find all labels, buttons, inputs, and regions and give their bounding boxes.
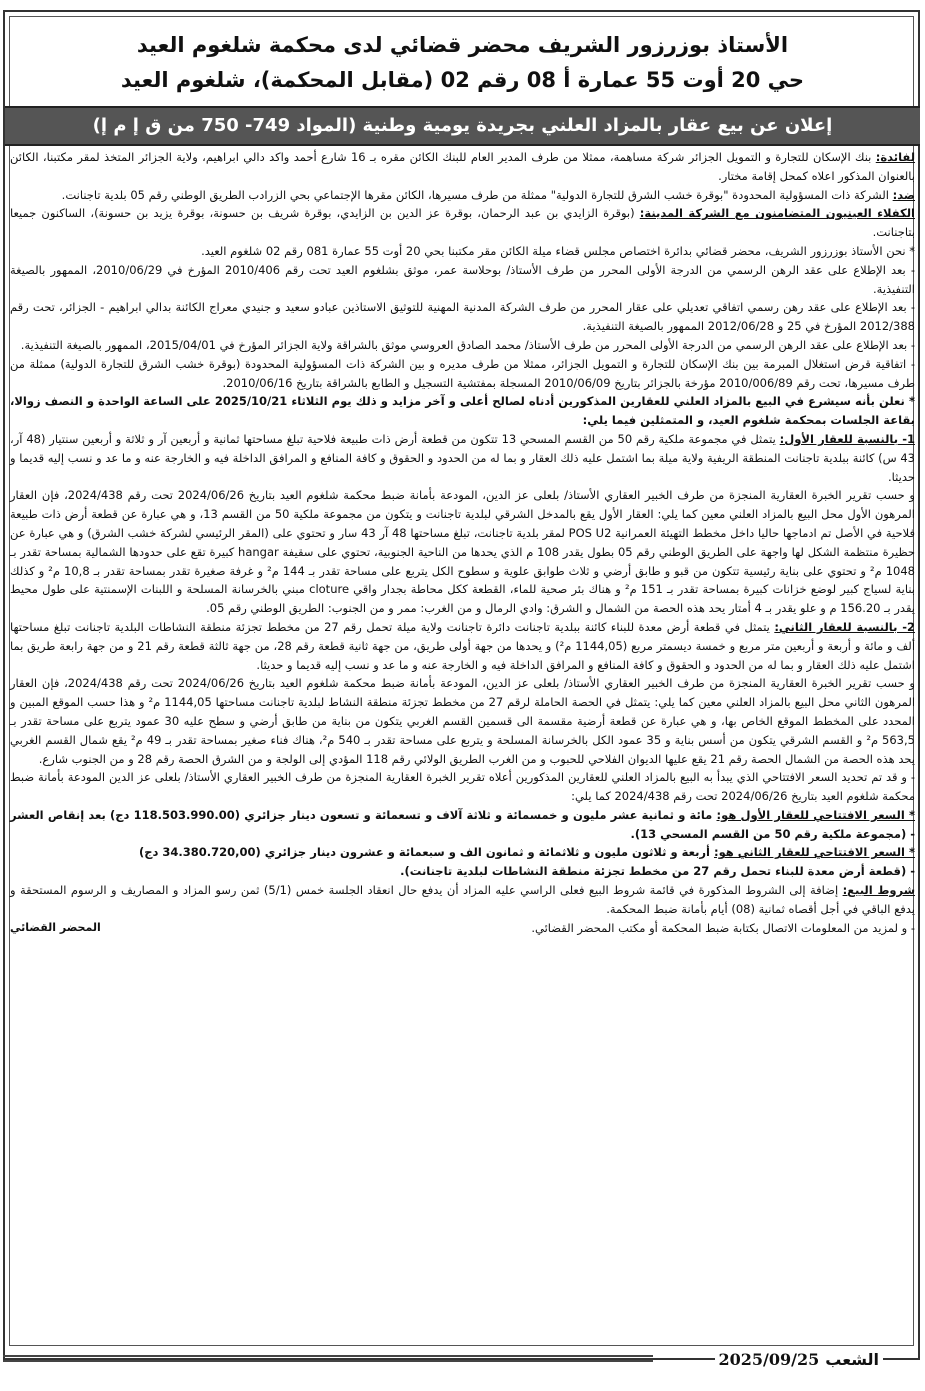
contact-row: [10, 919, 915, 938]
beneficiary-text: بنك الإسكان للتجارة و التمويل الجزائر شركة مساهمة، ممثلا من طرف المدير العام للبنك الكائن مقره بـ 16 شارع أحمد واكد دالي ابراهيم، ولاية الجزائر المتخذ لمقر مكتبنا، الكائن بالعنوان المذكور اعلاه كمحل إقامة مختار.: [10, 150, 915, 183]
bailiff-address-line: حي 20 أوت 55 عمارة أ 08 رقم 02 (مقابل المحكمة)، شلغوم العيد: [120, 68, 805, 92]
property-1-report: و حسب تقرير الخبرة العقارية المنجزة من طرف الخبير العقاري الأستاذ/ بلعلى عز الدين، المودعة بأمانة ضبط محكمة شلغوم العيد بتاريخ 2024/06/26 تحت رقم 2024/438، فإن العقار المرهون الأول محل البيع بالمزاد العلني معين كما يلي: العقار الأول يقع بالمدخل الشرقي لبلدية تاجنانت و يتكون من مجموعة ملكية 50 من القسم 13، و هي عبارة عن قطعة أرض ذات طبيعة فلاحية في الأصل تم ادماجها حاليا داخل مخطط التهيئة العمرانية POS U2 لمقر بلدية تاجنانت، تبلغ مساحتها 48 آر 43 سار و تحتوي على (المقر الرئيسي لشركة خشب الشرق) و هي عبارة عن حظيرة منتظمة الشكل لها واجهة على الطريق الوطني رقم 05 بطول يقدر 108 م الذي يحدها من الناحية الجنوبية، تحتوي على سقيفة hangar كبيرة تقع على حدودها الشمالية بمساحة تقدر بـ 1048 م² و تحتوي على بناية رئيسية تتكون من قبو و طابق أرضي و ثلاث طوابق علوية و سطوح الكل يتربع على مساحة تقدر بـ 144 م² و غرفة صغيرة تقدر بمساحة تقدر بـ 10,8 م² و كذلك بناية لسياج كبير لوضع خزانات كبيرة بمساحة تقدر بـ 151 م² و هناك بئر صحية للماء، القطعة ككل محاطة بجدار واقي cloture مبني بالخرسانة المسلحة و اللبنات الإسمنتية على طول محيط يقدر بـ 156.20 م و علو يقدر بـ 4 أمتار يحد هذه الحصة من الشمال و الشرق: وادي الرمال و من الغرب: ممر و من الجنوب: الطريق الوطني رقم 05.: [10, 488, 916, 616]
property-1-text: يتمثل في مجموعة ملكية رقم 50 من القسم المسحي 13 تتكون من قطعة أرض ذات طبيعة فلاحية تبلغ مساحتها ثمانية و أربعين آر و ثلاثة و أربعين سنتيار (48 آر، 43 س) كائنة ببلدية تاجنانت المنطقة الريفية ولاية ميلة بما اشتمل عليه ذلك العقار و بما له من الحدود و الحقوق و كافة المنافع و المرافق الداخلة فيه و الخارجة عنه و ما عد و نسب إليه قديما و حديثا.: [9, 431, 915, 484]
bailiff-name-line: الأستاذ بوزرزور الشريف محضر قضائي لدى محكمة شلغوم العيد: [136, 33, 789, 57]
footer-rule: [3, 1355, 653, 1362]
loan-agreement: - اتفاقية قرض استغلال المبرمة بين بنك الإسكان للتجارة و التمويل الجزائر، ممثلا من طرف مديره و بين الشركة ذات المسؤولية المحدودة (بوقرة خشب الشرق للتجارة الدولية) ممثلة من طرف مسيرها، تحت رقم 2010/006/89 مؤرخة بالجزائر بتاريخ 2010/06/09 المسجلة بمفتشية التسجيل و الطابع بالشراقة بتاريخ 2010/06/16.: [10, 356, 915, 390]
price-1-label: * السعر الافتتاحي للعقار الأول هو:: [716, 807, 915, 822]
pricing-intro: - و قد تم تحديد السعر الافتتاحي الذي يبدأ به البيع بالمزاد العلني للعقارين المذكورين أعلاه تقرير الخبرة العقارية المنجزة من طرف الخبير العقاري الأستاذ/ بلعلى عز الدين المودعة بأمانة ضبط محكمة شلغوم العيد بتاريخ 2024/06/26 تحت رقم 2024/438 كما يلي:: [10, 770, 915, 804]
notice-header: [0, 28, 925, 98]
property-2-report: و حسب تقرير الخبرة العقارية المنجزة من طرف الخبير العقاري الأستاذ/ بلعلى عز الدين، المودعة بأمانة ضبط محكمة شلغوم العيد بتاريخ 2024/06/26 تحت رقم 2024/438، فإن العقار المرهون الثاني محل البيع بالمزاد العلني معين كما يلي: يتمثل في الحصة الحاملة لرقم 27 من مخطط تجزئة منطقة النشاط لبلدية تاجنانت مساحتها 1144,05 م² و هذا حسب الموقع المبين و المحدد على المخطط الموقع الخاص بها، و هي عبارة عن قطعة أرضية مقسمة الى قسمين القسم الغربي يتكون من بناية من طابق أرضي و سطح عليه 30 عمود يتربع على مساحة تقدر بـ 563,5 م² و القسم الشرقي يتكون من أسس بناية و 35 عمود الكل بالخرسانة المسلحة و يتربع على مساحة تقدر بـ 540 م²، هناك فناء صغير بمساحة تقدر بـ 49 م² يقع شمال القسم الغربي يحد هذه الحصة من الشمال الحصة رقم 21 يقع عليها الديوان الفلاحي للحبوب و من الغرب الطريق الولائي رقم 118 المؤدي إلى الولجة و من الشرق الحصة رقم 28 و من الجنوب شارع.: [10, 676, 916, 766]
property-2-label: 2- بالنسبة للعقار الثاني:: [774, 619, 915, 634]
price-1-paragraph: [10, 806, 915, 844]
mortgage-deed-1: - بعد الإطلاع على عقد الرهن الرسمي من الدرجة الأولى المحرر من طرف الأستاذ/ بوحلاسة عمر، موثق بشلغوم العيد تحت رقم 2010/406 المؤرخ في 2010/06/29، الممهور بالصيغة التنفيذية.: [10, 262, 915, 296]
price-2-label: * السعر الافتتاحي للعقار الثاني هو:: [713, 845, 915, 860]
property-2-text: يتمثل في قطعة أرض معدة للبناء كائنة ببلدية تاجنانت دائرة تاجنانت ولاية ميلة تحمل رقم 27 من مخطط تجزئة منطقة النشاطات البلدية تاجنانت تبلغ مساحتها ألف و مائة و أربعة و أربعين متر مربع و خمسة ديسمتر مربع (1144,05 م²) و يحدها من جهة أولى طريق، من جهة ثانية قطعة رقم 28، من جهة ثالثة قطعة رقم 21 و من جهة رابعة طريق بما اشتمل عليه ذلك العقار و بما له من الحدود و الحقوق و كافة المنافع و المرافق الداخلة فيه و الخارجة عنه و ما عد و نسب إليه قديما و حديثا.: [10, 619, 916, 672]
property-1-label: 1- بالنسبة للعقار الأول:: [779, 431, 915, 446]
newspaper-name: الشعب: [825, 1350, 879, 1369]
mortgage-deed-3: - بعد الإطلاع على عقد الرهن الرسمي من الدرجة الأولى المحرر من طرف الأستاذ/ محمد الصادق العروسي موثق بالشراقة ولاية الجزائر المؤرخ في 2015/04/01، الممهور بالصيغة التنفيذية.: [20, 337, 915, 352]
price-1-text: مائة و ثمانية عشر مليون و خمسمائة و ثلاثة آلاف و تسعمائة و تسعون دينار جزائري (118.503.990.00 دج) بعد إنقاص العشر - (مجموعة ملكية رقم 50 من القسم المسحي 13).: [10, 807, 915, 841]
price-2-note: - (قطعة أرض معدة للبناء تحمل رقم 27 من مخطط تجزئة منطقة النشاطات لبلدية تاجنانت).: [400, 864, 915, 879]
property-2-paragraph: [10, 618, 915, 674]
price-2-paragraph: [10, 843, 915, 862]
against-text: الشركة ذات المسؤولية المحدودة "بوقرة خشب الشرق للتجارة الدولية" ممثلة من طرف مسيرها، الكائن مقرها الإجتماعي بحي الزرادب الطريق الوطني رقم 05 بلدية تاجنانت.: [61, 187, 889, 202]
newspaper-footer: [715, 1350, 884, 1369]
guarantors-label: الكفلاء العينيون المتضامنون مع الشركة المدينة:: [639, 206, 915, 221]
guarantors-text: (بوقرة الزايدي بن عبد الرحمان، بوقرة عز الدين بن الزايدي، بوقرة شريف بن حسونة، بوقرة يزيد بن حسونة)، الساكنون جميعا بتاجنانت.: [10, 206, 915, 240]
auction-announcement: * نعلن بأنه سيشرع في البيع بالمزاد العلني للعقارين المذكورين أدناه لصالح أعلى و آخر مزايد و ذلك يوم الثلاثاء 2025/10/21 على الساعة الواحدة و النصف زوالا، بقاعة الجلسات بمحكمة شلغوم العيد، و المتمثلين فيما يلي:: [10, 394, 915, 428]
price-2-text: أربعة و ثلاثون مليون و ثلاثمائة و ثمانون الف و سبعمائة و عشرون دينار جزائري (34.380.720,00 دج): [138, 845, 710, 860]
conditions-text: إضافة إلى الشروط المذكورة في قائمة شروط البيع فعلى الراسي عليه المزاد أن يدفع حال انعقاد الجلسة خمس (5/1) ثمن رسو المزاد و المصاريف و الرسوم المستحقة و يدفع الباقي في أجل أقصاه ثمانية (08) أيام بأمانة ضبط المحكمة.: [10, 883, 915, 916]
conditions-label: شروط البيع:: [842, 883, 916, 898]
notice-body: [10, 148, 915, 937]
against-label: ضد:: [892, 187, 915, 202]
publication-date: 2025/09/25: [718, 1350, 820, 1369]
property-1-paragraph: [10, 430, 915, 486]
notice-title: إعلان عن بيع عقار بالمزاد العلني بجريدة يومية وطنية (المواد 749- 750 من ق إ م إ): [5, 106, 920, 146]
guarantors-paragraph: [10, 204, 915, 242]
conditions-paragraph: [10, 881, 915, 919]
contact-text: - و لمزيد من المعلومات الاتصال بكتابة ضبط المحكمة أو مكتب المحضر القضائي.: [531, 920, 915, 935]
mortgage-deed-2: - بعد الإطلاع على عقد رهن رسمي اتفاقي تعديلي على عقار المحرر من طرف الشركة المدنية المهنية للتوثيق الاستاذين عبادو سعيد و جنيدي معراج الكائنة بدالي ابراهيم - الجزائر، تحت رقم 2012/388 المؤرخ في 25 و 2012/06/28 الممهور بالصيغة التنفيذية.: [10, 300, 915, 334]
beneficiary-paragraph: [10, 148, 915, 186]
bailiff-statement: * نحن الأستاذ بوزرزور الشريف، محضر قضائي بدائرة اختصاص مجلس قضاء ميلة الكائن مقر مكتبنا بحي 20 أوت 55 عمارة 081 رقم 02 شلغوم العيد.: [201, 243, 915, 258]
against-paragraph: [10, 186, 915, 205]
beneficiary-label: لفائدة:: [875, 150, 916, 164]
bailiff-signature: المحضر القضائي: [10, 920, 101, 934]
